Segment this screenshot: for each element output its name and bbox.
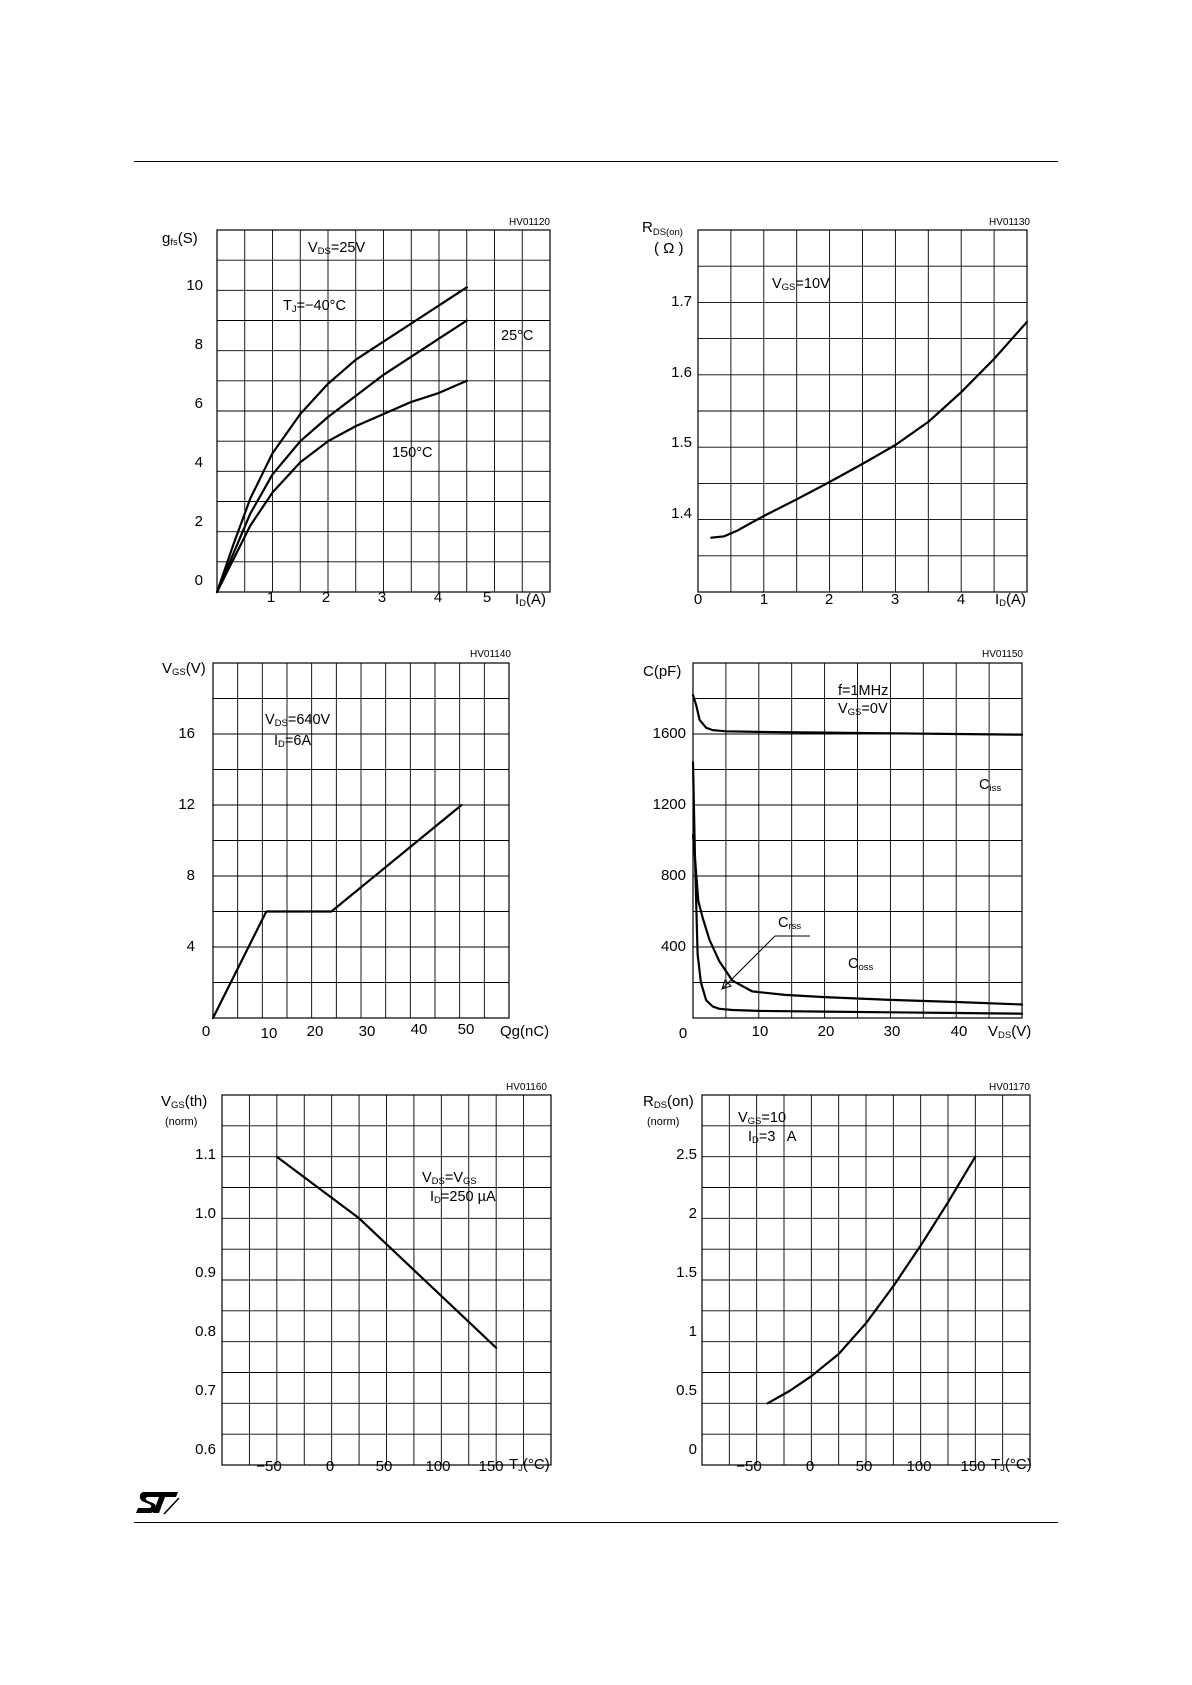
x-tick-labels bbox=[679, 1023, 968, 1042]
y-tick-label: 10 bbox=[186, 277, 203, 294]
chart-grid bbox=[222, 1095, 551, 1465]
x-axis-label: Qg(nC) bbox=[500, 1023, 550, 1040]
condition-vds-vgs: VDS=VGS bbox=[422, 1170, 477, 1187]
chart-grid bbox=[702, 1095, 1030, 1465]
figure-code: HV01150 bbox=[982, 649, 1023, 660]
chart-capacitance bbox=[640, 643, 1060, 1048]
series-layer bbox=[711, 322, 1027, 538]
figure-code: HV01170 bbox=[989, 1082, 1030, 1093]
series-line-3 bbox=[217, 381, 467, 592]
chart-grid bbox=[698, 230, 1027, 592]
st-logo-stroke bbox=[164, 1498, 179, 1514]
x-tick-label: 1 bbox=[266, 589, 276, 606]
label-ciss: Ciss bbox=[979, 777, 1002, 794]
chart-rds-on-norm-vs-temp bbox=[640, 1078, 1060, 1483]
y-tick-label: 1.7 bbox=[671, 293, 692, 310]
x-tick-label: 4 bbox=[433, 589, 443, 606]
x-tick-label: 100 bbox=[425, 1458, 451, 1475]
x-tick-label: 30 bbox=[883, 1023, 901, 1040]
y-tick-labels bbox=[195, 1146, 216, 1458]
label-tj-minus40: TJ=−40°C bbox=[283, 298, 346, 315]
y-tick-label: 1600 bbox=[652, 725, 686, 742]
x-tick-labels bbox=[202, 1021, 475, 1042]
x-tick-label: 150 bbox=[478, 1458, 504, 1475]
x-tick-label: 50 bbox=[855, 1458, 873, 1475]
y-axis-label: RDS(on) bbox=[643, 1093, 694, 1111]
series-layer bbox=[217, 287, 467, 592]
footer-rule bbox=[134, 1522, 1058, 1523]
x-tick-label: 30 bbox=[358, 1023, 376, 1040]
y-tick-label: 800 bbox=[660, 867, 686, 884]
y-tick-label: 1200 bbox=[652, 796, 686, 813]
condition-vgs: VGS=10V bbox=[772, 276, 830, 293]
y-tick-labels bbox=[186, 277, 203, 589]
y-tick-label: 4 bbox=[186, 938, 195, 955]
chart-rds-on-vs-id bbox=[640, 210, 1060, 615]
annotations bbox=[265, 712, 331, 750]
y-tick-labels bbox=[653, 725, 686, 955]
figure-code: HV01130 bbox=[989, 217, 1030, 228]
annotations bbox=[772, 276, 830, 293]
figure-code: HV01160 bbox=[506, 1082, 547, 1093]
annotations bbox=[422, 1170, 496, 1206]
x-tick-label: 50 bbox=[375, 1458, 393, 1475]
y-tick-label: 1.6 bbox=[671, 364, 692, 381]
condition-vgs: VGS=10 bbox=[738, 1110, 787, 1127]
figure-code: HV01120 bbox=[509, 217, 550, 228]
y-tick-label: 0 bbox=[688, 1441, 697, 1458]
x-tick-label: 0 bbox=[201, 1023, 211, 1040]
y-tick-label: 16 bbox=[178, 725, 195, 742]
condition-frequency: f=1MHz bbox=[838, 683, 889, 699]
x-axis-label: TJ(°C) bbox=[991, 1456, 1032, 1474]
chart-vgs-th-vs-temp bbox=[145, 1078, 565, 1483]
y-tick-label: 0.5 bbox=[676, 1382, 697, 1399]
y-tick-label: 12 bbox=[178, 796, 195, 813]
y-tick-label: 8 bbox=[186, 867, 195, 884]
x-tick-label: −50 bbox=[256, 1458, 282, 1475]
label-25c: 25°C bbox=[501, 328, 534, 344]
y-tick-label: 1.0 bbox=[195, 1205, 216, 1222]
condition-vds: VDS=25V bbox=[308, 240, 366, 257]
y-tick-label: 1.5 bbox=[676, 1264, 697, 1281]
x-tick-label: 3 bbox=[377, 589, 387, 606]
y-tick-labels bbox=[676, 1146, 697, 1458]
x-tick-label: 10 bbox=[751, 1023, 769, 1040]
label-crss: Crss bbox=[778, 915, 802, 932]
x-tick-label: −50 bbox=[736, 1458, 762, 1475]
st-logo bbox=[134, 1490, 182, 1518]
x-tick-label: 50 bbox=[457, 1021, 475, 1038]
condition-id: ID=6A bbox=[274, 733, 312, 750]
x-tick-label: 20 bbox=[306, 1023, 324, 1040]
x-axis-label: TJ(°C) bbox=[509, 1456, 550, 1474]
x-tick-label: 2 bbox=[321, 589, 331, 606]
y-tick-labels bbox=[671, 293, 692, 522]
st-logo-mark bbox=[136, 1492, 178, 1513]
label-coss: Coss bbox=[848, 956, 874, 973]
x-tick-label: 0 bbox=[693, 591, 703, 608]
x-tick-labels bbox=[694, 591, 965, 608]
crss-leader-line bbox=[722, 936, 775, 989]
figure-code: HV01140 bbox=[470, 649, 511, 660]
y-axis-label: C(pF) bbox=[643, 663, 682, 680]
condition-vds: VDS=640V bbox=[265, 712, 331, 729]
chart-gfs-vs-id bbox=[145, 210, 565, 615]
x-tick-label: 3 bbox=[890, 591, 900, 608]
y-tick-label: 0.9 bbox=[195, 1264, 216, 1281]
y-tick-label: 1.1 bbox=[195, 1146, 216, 1163]
y-tick-label: 1.4 bbox=[671, 505, 692, 522]
x-tick-label: 40 bbox=[950, 1023, 968, 1040]
chart-gate-charge bbox=[145, 643, 565, 1048]
x-tick-label: 4 bbox=[956, 591, 966, 608]
y-tick-label: 2.5 bbox=[676, 1146, 697, 1163]
x-tick-label: 40 bbox=[410, 1021, 428, 1038]
label-150c: 150°C bbox=[392, 445, 433, 461]
y-axis-label: VGS(V) bbox=[162, 660, 206, 678]
x-tick-label: 5 bbox=[482, 589, 492, 606]
y-axis-label: VGS(th) bbox=[161, 1093, 208, 1111]
x-tick-label: 2 bbox=[824, 591, 834, 608]
x-tick-label: 150 bbox=[960, 1458, 986, 1475]
series-line-1 bbox=[711, 322, 1027, 538]
header-rule bbox=[134, 161, 1058, 162]
y-tick-label: 0 bbox=[194, 572, 203, 589]
chart-grid bbox=[213, 663, 509, 1018]
x-tick-label: 0 bbox=[325, 1458, 335, 1475]
y-axis-unit: (norm) bbox=[647, 1116, 680, 1128]
annotations bbox=[722, 683, 1001, 989]
y-tick-label: 1.5 bbox=[671, 434, 692, 451]
y-tick-labels bbox=[178, 725, 195, 955]
y-tick-label: 0.8 bbox=[195, 1323, 216, 1340]
y-tick-label: 6 bbox=[194, 395, 203, 412]
y-axis-label: gfs(S) bbox=[162, 230, 198, 248]
x-axis-label: VDS(V) bbox=[988, 1023, 1032, 1041]
y-axis-unit: (norm) bbox=[165, 1116, 198, 1128]
x-tick-labels bbox=[256, 1458, 503, 1475]
condition-id: ID=3 A bbox=[748, 1129, 797, 1146]
series-line-1 bbox=[217, 287, 467, 592]
y-tick-label: 0.6 bbox=[195, 1441, 216, 1458]
y-tick-label: 0.7 bbox=[195, 1382, 216, 1399]
y-tick-label: 2 bbox=[688, 1205, 697, 1222]
annotations bbox=[738, 1110, 797, 1146]
x-tick-label: 0 bbox=[678, 1025, 688, 1042]
x-tick-label: 20 bbox=[817, 1023, 835, 1040]
y-tick-label: 400 bbox=[660, 938, 686, 955]
y-axis-label: $R_{DS(on)}$ bbox=[642, 219, 683, 238]
y-tick-label: 1 bbox=[688, 1323, 697, 1340]
condition-vgs: VGS=0V bbox=[838, 701, 888, 718]
x-axis-label: ID(A) bbox=[515, 591, 547, 609]
x-tick-label: 1 bbox=[759, 591, 769, 608]
chart-grid bbox=[217, 230, 550, 592]
x-axis-label: ID(A) bbox=[995, 591, 1027, 609]
y-tick-label: 8 bbox=[194, 336, 203, 353]
x-tick-label: 0 bbox=[805, 1458, 815, 1475]
y-tick-label: 4 bbox=[194, 454, 203, 471]
x-tick-label: 10 bbox=[260, 1025, 278, 1042]
y-axis-unit: ( Ω ) bbox=[654, 240, 684, 257]
y-tick-label: 2 bbox=[194, 513, 203, 530]
x-tick-label: 100 bbox=[906, 1458, 932, 1475]
condition-id: ID=250 µA bbox=[430, 1189, 496, 1206]
